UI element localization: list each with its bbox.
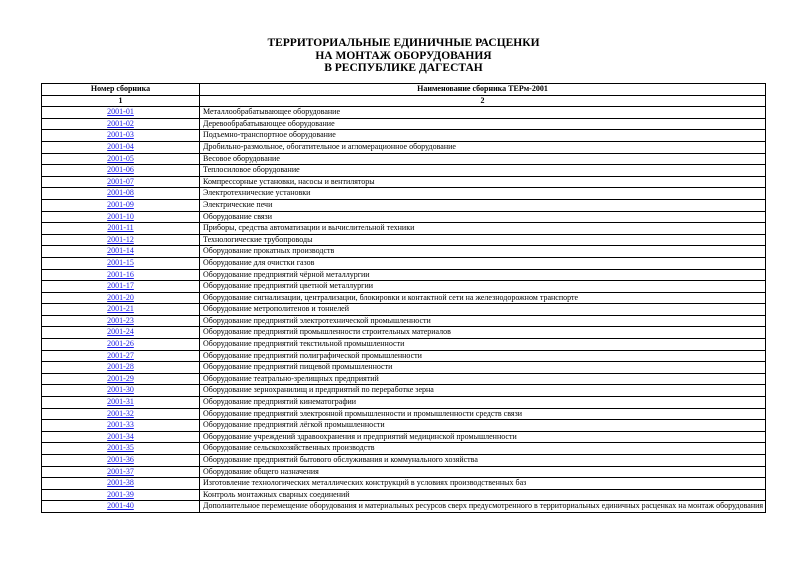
table-row xyxy=(42,107,766,119)
header-collection-number: Номер сборника xyxy=(42,84,200,96)
collection-code-cell xyxy=(42,176,200,188)
collection-name-cell: Оборудование сельскохозяйственных производств xyxy=(200,443,766,455)
collection-code-link[interactable]: 2001-39 xyxy=(107,489,134,499)
collection-code-link[interactable]: 2001-01 xyxy=(107,107,134,117)
table-row xyxy=(42,489,766,501)
collection-code-cell xyxy=(42,292,200,304)
collection-code-cell xyxy=(42,223,200,235)
title-line-1: ТЕРРИТОРИАЛЬНЫЕ ЕДИНИЧНЫЕ РАСЦЕНКИ xyxy=(267,37,540,49)
collection-code-cell xyxy=(42,107,200,119)
collection-name-cell: Весовое оборудование xyxy=(200,153,766,165)
table-row xyxy=(42,304,766,316)
collection-code-cell xyxy=(42,281,200,293)
column-number-1: 1 xyxy=(42,95,200,107)
collection-code-link[interactable]: 2001-09 xyxy=(107,199,134,209)
collection-name-cell: Дробильно-размольное, обогатительное и агломерационное оборудование xyxy=(200,141,766,153)
collection-code-link[interactable]: 2001-05 xyxy=(107,153,134,163)
collection-code-cell xyxy=(42,118,200,130)
collection-name-cell: Технологические трубопроводы xyxy=(200,234,766,246)
collection-code-cell xyxy=(42,385,200,397)
collection-code-cell xyxy=(42,165,200,177)
collection-name-cell: Оборудование сигнализации, централизации, блокировки и контактной сети на железнодорожном транспорте xyxy=(200,292,766,304)
collection-code-cell xyxy=(42,130,200,142)
collection-name-cell: Оборудование предприятий текстильной промышленности xyxy=(200,339,766,351)
table-row xyxy=(42,431,766,443)
collection-code-cell xyxy=(42,408,200,420)
table-row xyxy=(42,478,766,490)
collection-code-link[interactable]: 2001-11 xyxy=(107,223,134,233)
title-line-3: В РЕСПУБЛИКЕ ДАГЕСТАН xyxy=(324,62,483,74)
collection-code-cell xyxy=(42,211,200,223)
collection-code-link[interactable]: 2001-37 xyxy=(107,466,134,476)
table-row xyxy=(42,153,766,165)
collection-code-cell xyxy=(42,489,200,501)
table-row xyxy=(42,199,766,211)
collection-name-cell: Деревообрабатывающее оборудование xyxy=(200,118,766,130)
table-row xyxy=(42,362,766,374)
collection-name-cell: Компрессорные установки, насосы и вентиляторы xyxy=(200,176,766,188)
table-row xyxy=(42,350,766,362)
collection-code-link[interactable]: 2001-23 xyxy=(107,315,134,325)
table-row xyxy=(42,130,766,142)
table-row xyxy=(42,466,766,478)
collection-code-cell xyxy=(42,443,200,455)
table-row xyxy=(42,443,766,455)
collection-code-link[interactable]: 2001-35 xyxy=(107,443,134,453)
table-row xyxy=(42,281,766,293)
collection-name-cell: Теплосиловое оборудование xyxy=(200,165,766,177)
table-row xyxy=(42,269,766,281)
table-row xyxy=(42,223,766,235)
collection-name-cell: Приборы, средства автоматизации и вычислительной техники xyxy=(200,223,766,235)
table-row xyxy=(42,165,766,177)
collection-code-cell xyxy=(42,315,200,327)
collection-code-link[interactable]: 2001-07 xyxy=(107,176,134,186)
table-row xyxy=(42,118,766,130)
collection-name-cell: Оборудование предприятий электротехнической промышленности xyxy=(200,315,766,327)
collection-name-cell: Оборудование предприятий промышленности строительных материалов xyxy=(200,327,766,339)
table-row xyxy=(42,188,766,200)
collection-code-link[interactable]: 2001-16 xyxy=(107,269,134,279)
collection-name-cell: Оборудование общего назначения xyxy=(200,466,766,478)
collection-name-cell: Оборудование предприятий чёрной металлургии xyxy=(200,269,766,281)
collection-code-cell xyxy=(42,257,200,269)
collection-name-cell: Оборудование предприятий полиграфической промышленности xyxy=(200,350,766,362)
collection-code-cell xyxy=(42,397,200,409)
title-line-2: НА МОНТАЖ ОБОРУДОВАНИЯ xyxy=(315,49,492,62)
collection-code-cell xyxy=(42,141,200,153)
collection-code-link[interactable]: 2001-28 xyxy=(107,362,134,372)
collection-code-link[interactable]: 2001-02 xyxy=(107,118,134,128)
collection-name-cell: Оборудование предприятий лёгкой промышленности xyxy=(200,420,766,432)
collection-name-cell: Оборудование предприятий кинематографии xyxy=(200,397,766,409)
collection-name-cell: Металлообрабатывающее оборудование xyxy=(200,107,766,119)
table-row xyxy=(42,385,766,397)
collection-code-link[interactable]: 2001-30 xyxy=(107,385,134,395)
table-row xyxy=(42,397,766,409)
collection-name-cell: Оборудование предприятий электронной промышленности и промышленности средств связи xyxy=(200,408,766,420)
table-row xyxy=(42,234,766,246)
collection-name-cell: Оборудование зернохранилищ и предприятий по переработке зерна xyxy=(200,385,766,397)
collection-name-cell: Оборудование для очистки газов xyxy=(200,257,766,269)
collection-code-cell xyxy=(42,431,200,443)
collection-code-link[interactable]: 2001-03 xyxy=(107,130,134,140)
table-header-row xyxy=(42,84,766,96)
collection-code-cell xyxy=(42,269,200,281)
collection-code-link[interactable]: 2001-14 xyxy=(107,246,134,256)
collection-code-link[interactable]: 2001-21 xyxy=(107,304,134,314)
table-row xyxy=(42,373,766,385)
table-row xyxy=(42,211,766,223)
collection-code-link[interactable]: 2001-26 xyxy=(107,339,134,349)
table-row xyxy=(42,455,766,467)
table-row xyxy=(42,246,766,258)
collection-code-cell xyxy=(42,246,200,258)
table-row xyxy=(42,141,766,153)
collection-code-link[interactable]: 2001-20 xyxy=(107,292,134,302)
collection-name-cell: Оборудование связи xyxy=(200,211,766,223)
collection-code-link[interactable]: 2001-06 xyxy=(107,165,134,175)
collections-table xyxy=(41,83,766,513)
collection-name-cell: Оборудование предприятий бытового обслуживания и коммунального хозяйства xyxy=(200,455,766,467)
collection-name-cell: Оборудование предприятий цветной металлургии xyxy=(200,281,766,293)
collection-code-link[interactable]: 2001-15 xyxy=(107,257,134,267)
collection-code-cell xyxy=(42,478,200,490)
collection-name-cell: Дополнительное перемещение оборудования и материальных ресурсов сверх предусмотренного в территориальных единичных расценках на монтаж оборудования xyxy=(200,501,766,513)
collection-code-cell xyxy=(42,327,200,339)
header-collection-name: Наименование сборника ТЕРм-2001 xyxy=(200,84,766,96)
collection-code-cell xyxy=(42,466,200,478)
collection-code-link[interactable]: 2001-27 xyxy=(107,350,134,360)
collection-code-cell xyxy=(42,420,200,432)
column-number-2: 2 xyxy=(200,95,766,107)
table-row xyxy=(42,420,766,432)
collection-code-link[interactable]: 2001-12 xyxy=(107,234,134,244)
collection-code-link[interactable]: 2001-34 xyxy=(107,431,134,441)
collection-name-cell: Электротехнические установки xyxy=(200,188,766,200)
table-row xyxy=(42,292,766,304)
collection-code-cell xyxy=(42,188,200,200)
collection-name-cell: Оборудование театрально-зрелищных предприятий xyxy=(200,373,766,385)
table-row xyxy=(42,339,766,351)
table-row xyxy=(42,315,766,327)
collection-name-cell: Изготовление технологических металлических конструкций в условиях производственных баз xyxy=(200,478,766,490)
table-row xyxy=(42,501,766,513)
collection-code-link[interactable]: 2001-36 xyxy=(107,455,134,464)
collection-code-cell xyxy=(42,362,200,374)
table-row xyxy=(42,408,766,420)
collection-name-cell: Оборудование предприятий пищевой промышленности xyxy=(200,362,766,374)
collection-name-cell: Подъемно-транспортное оборудование xyxy=(200,130,766,142)
collection-name-cell: Контроль монтажных сварных соединений xyxy=(200,489,766,501)
collection-code-link[interactable]: 2001-24 xyxy=(107,327,134,337)
column-number-row xyxy=(42,95,766,107)
table-row xyxy=(42,257,766,269)
collection-code-link[interactable]: 2001-29 xyxy=(107,373,134,383)
collection-name-cell: Электрические печи xyxy=(200,199,766,211)
collection-code-cell xyxy=(42,234,200,246)
collection-code-link[interactable]: 2001-17 xyxy=(107,281,134,291)
document-title xyxy=(0,37,807,75)
collection-code-cell xyxy=(42,501,200,513)
collection-name-cell: Оборудование метрополитенов и тоннелей xyxy=(200,304,766,316)
collection-name-cell: Оборудование прокатных производств xyxy=(200,246,766,258)
collection-code-link[interactable]: 2001-40 xyxy=(107,501,134,511)
collection-code-link[interactable]: 2001-10 xyxy=(107,211,134,221)
collection-code-cell xyxy=(42,373,200,385)
collection-code-cell xyxy=(42,199,200,211)
collection-code-link[interactable]: 2001-04 xyxy=(107,141,134,151)
collection-code-link[interactable]: 2001-32 xyxy=(107,408,134,418)
collection-code-link[interactable]: 2001-38 xyxy=(107,478,134,488)
collection-code-link[interactable]: 2001-08 xyxy=(107,188,134,198)
collection-code-cell xyxy=(42,304,200,316)
collection-code-cell xyxy=(42,350,200,362)
collection-name-cell: Оборудование учреждений здравоохранения и предприятий медицинской промышленности xyxy=(200,431,766,443)
collection-code-cell xyxy=(42,339,200,351)
table-row xyxy=(42,176,766,188)
collection-code-link[interactable]: 2001-31 xyxy=(107,397,134,407)
table-row xyxy=(42,327,766,339)
collection-code-cell xyxy=(42,455,200,467)
collection-code-link[interactable]: 2001-33 xyxy=(107,420,134,430)
collection-code-cell xyxy=(42,153,200,165)
